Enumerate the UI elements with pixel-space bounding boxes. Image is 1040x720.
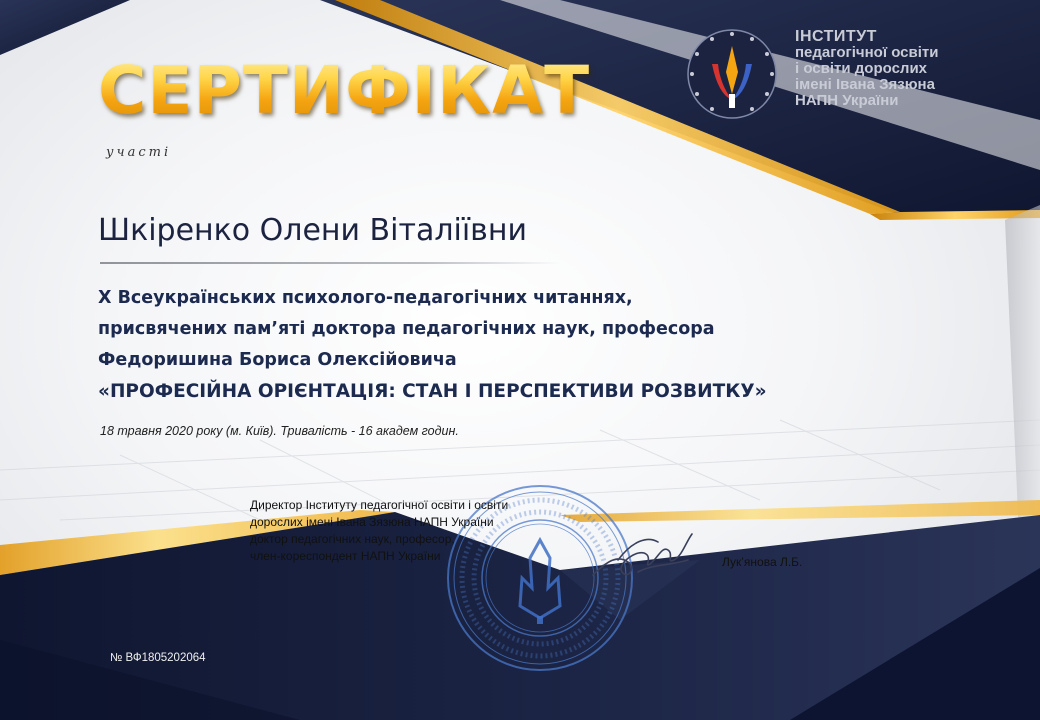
certificate-number: № ВФ1805202064 (110, 652, 206, 664)
signatory-name: Лук’янова Л.Б. (722, 555, 803, 569)
certificate-subtitle: участі (106, 145, 172, 160)
event-line: присвячених пам’яті доктора педагогічних наук, професора (98, 319, 715, 339)
institute-logo (682, 24, 782, 124)
event-title: «ПРОФЕСІЙНА ОРІЄНТАЦІЯ: СТАН І ПЕРСПЕКТИВИ РОЗВИТКУ» (98, 381, 767, 402)
event-details: 18 травня 2020 року (м. Київ). Тривалість - 16 академ годин. (100, 424, 459, 438)
signature (588, 520, 698, 590)
event-description (98, 283, 858, 407)
signatory-position: Директор Інституту педагогічної освіти і освіти дорослих імені Івана Зязюна НАПН України доктор педагогічних наук, професор, член-кореспондент НАПН України (250, 498, 509, 563)
recipient-name: Шкіренко Олени Віталіївни (98, 213, 527, 248)
name-underline (100, 262, 560, 264)
certificate-title: СЕРТИФІКАТ (98, 52, 591, 129)
institute-name: ІНСТИТУТ педагогічної освіти і освіти дорослих імені Івана Зязюна НАПН України (795, 28, 939, 109)
event-line: Федоришина Бориса Олексійовича (98, 350, 457, 370)
event-line: Х Всеукраїнських психолого-педагогічних читаннях, (98, 288, 633, 308)
